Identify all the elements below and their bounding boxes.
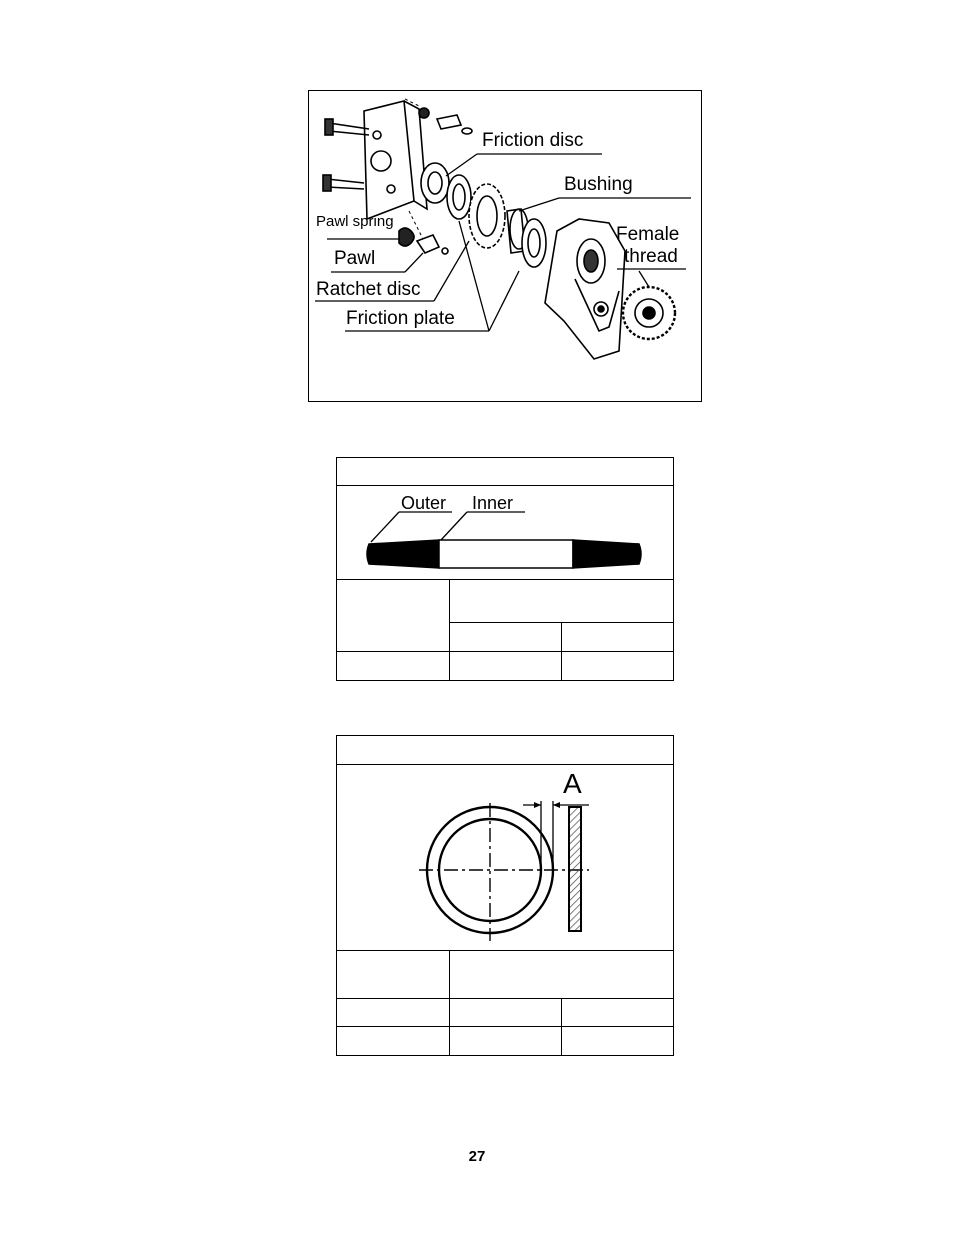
ratchet-disc-label: Ratchet disc <box>316 279 421 300</box>
figure-2-drawing-divider <box>336 579 674 580</box>
page-number: 27 <box>468 1148 486 1165</box>
figure-2-col-divider-1 <box>449 579 450 681</box>
inner-label: Inner <box>472 493 514 513</box>
pawl-label: Pawl <box>334 248 376 269</box>
figure-3-col-divider-1 <box>449 950 450 1056</box>
figure-3-col-divider-2 <box>561 998 562 1056</box>
figure-3-row-divider <box>336 1026 674 1027</box>
figure-2-row-divider <box>336 651 674 652</box>
female-thread-label-line2: thread <box>624 246 678 267</box>
outer-label: Outer <box>401 493 447 513</box>
figure-3-subheader-divider <box>336 998 674 999</box>
friction-disc-label: Friction disc <box>482 130 584 151</box>
figure-2-col-divider-2 <box>561 622 562 681</box>
pawl-spring-label: Pawl spring <box>316 213 394 230</box>
dimension-a-label: A <box>563 768 582 799</box>
friction-plate-ring-icon <box>337 765 673 949</box>
friction-plate-label: Friction plate <box>346 308 455 329</box>
figure-3-drawing-divider <box>336 950 674 951</box>
bushing-label: Bushing <box>564 174 633 195</box>
female-thread-label-line1: Female <box>616 224 680 245</box>
